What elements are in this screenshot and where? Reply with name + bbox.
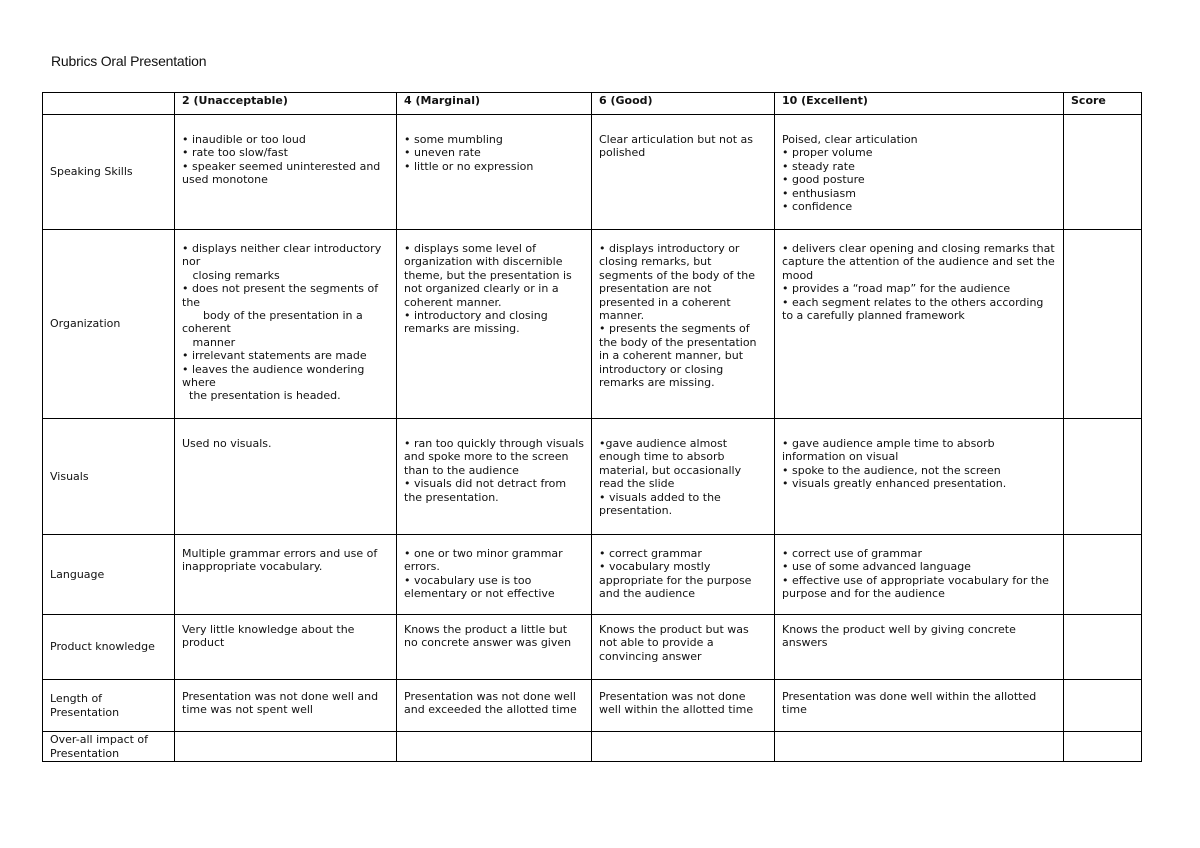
cell-text-line: Presentation was not done well within the allotted time <box>599 690 754 717</box>
table-row <box>43 732 1142 762</box>
rubric-cell-excellent <box>775 230 1064 419</box>
rubric-cell-marginal <box>397 615 592 680</box>
rubric-cell-good <box>592 680 775 732</box>
cell-text-line: Knows the product but was not able to provide a convincing answer <box>599 623 749 663</box>
rubric-cell-good <box>592 230 775 419</box>
cell-text-line: • presents the segments of the body of the presentation in a coherent manner, but introductory or closing remarks are missing. <box>599 322 757 390</box>
cell-text-line: • displays neither clear introductory nor <box>182 242 382 269</box>
header-score: Score <box>1064 93 1142 115</box>
cell-text-line: Presentation was not done well and exceeded the allotted time <box>404 690 577 717</box>
cell-text-line: • correct grammar <box>599 547 702 560</box>
cell-text-line: • enthusiasm <box>782 186 856 200</box>
cell-text-line: • proper volume <box>782 146 873 160</box>
cell-text-line: • uneven rate <box>404 146 481 160</box>
cell-text-line: • delivers clear opening and closing remarks that capture the attention of the audience and set the mood <box>782 242 1055 282</box>
cell-text-line: • introductory and closing remarks are missing. <box>404 309 548 336</box>
rubric-cell-good <box>592 732 775 762</box>
table-row <box>43 419 1142 535</box>
cell-text-line: • visuals added to the presentation. <box>599 490 721 518</box>
cell-text-line: manner <box>182 335 236 349</box>
criterion-label: Visuals <box>43 419 175 535</box>
cell-text-line: • gave audience ample time to absorb information on visual <box>782 437 995 464</box>
rubric-cell-marginal <box>397 535 592 615</box>
header-unacceptable: 2 (Unacceptable) <box>175 93 397 115</box>
score-cell[interactable] <box>1064 732 1142 762</box>
header-excellent: 10 (Excellent) <box>775 93 1064 115</box>
rubric-cell-marginal <box>397 732 592 762</box>
table-row <box>43 230 1142 419</box>
score-cell[interactable] <box>1064 535 1142 615</box>
header-blank-cell <box>43 93 175 115</box>
cell-text-line: Very little knowledge about the product <box>182 623 355 650</box>
cell-text-line: Clear articulation but not as polished <box>599 133 754 160</box>
rubric-cell-excellent <box>775 615 1064 680</box>
cell-text-line: • displays introductory or closing remarks, but segments of the body of the presentation are not presented in a coherent manner. <box>599 242 755 323</box>
rubric-cell-excellent <box>775 680 1064 732</box>
criterion-label: Product knowledge <box>43 615 175 680</box>
score-cell[interactable] <box>1064 680 1142 732</box>
cell-text-line: • ran too quickly through visuals and spoke more to the screen than to the audience <box>404 437 584 477</box>
cell-text-line: Knows the product well by giving concrete answers <box>782 623 1016 650</box>
cell-text-line: • displays some level of organization with discernible theme, but the presentation is not organized clearly or in a coherent manner. <box>404 242 572 309</box>
cell-text-line: the presentation is headed. <box>182 389 341 403</box>
rubric-cell-excellent <box>775 535 1064 615</box>
score-cell[interactable] <box>1064 115 1142 230</box>
table-row <box>43 680 1142 732</box>
table-row <box>43 535 1142 615</box>
rubric-cell-excellent <box>775 419 1064 535</box>
rubric-cell-unacceptable <box>175 230 397 419</box>
rubric-cell-unacceptable <box>175 115 397 230</box>
cell-text-line: • visuals did not detract from the presentation. <box>404 477 567 504</box>
rubric-cell-unacceptable <box>175 615 397 680</box>
rubric-cell-unacceptable <box>175 535 397 615</box>
score-cell[interactable] <box>1064 419 1142 535</box>
header-marginal: 4 (Marginal) <box>397 93 592 115</box>
header-row <box>43 93 1142 115</box>
rubric-cell-marginal <box>397 115 592 230</box>
rubric-cell-good <box>592 535 775 615</box>
score-cell[interactable] <box>1064 615 1142 680</box>
score-cell[interactable] <box>1064 230 1142 419</box>
criterion-label: Speaking Skills <box>43 115 175 230</box>
rubric-table <box>42 92 1142 762</box>
cell-text-line: Presentation was not done well and time was not spent well <box>182 690 379 717</box>
cell-text-line: Multiple grammar errors and use of inappropriate vocabulary. <box>182 547 378 574</box>
rubric-cell-unacceptable <box>175 732 397 762</box>
table-row <box>43 115 1142 230</box>
cell-text-line: • rate too slow/fast <box>182 146 288 160</box>
cell-text-line: • little or no expression <box>404 159 534 173</box>
cell-text-line: closing remarks <box>182 268 280 282</box>
rubric-cell-marginal <box>397 419 592 535</box>
cell-text-line: • inaudible or too loud <box>182 133 306 146</box>
rubric-cell-marginal <box>397 680 592 732</box>
cell-text-line: • provides a “road map” for the audience <box>782 282 1011 296</box>
cell-text-line: • irrelevant statements are made <box>182 349 367 363</box>
cell-text-line: • effective use of appropriate vocabulary for the purpose and for the audience <box>782 573 1049 601</box>
criterion-label: Over-all impact of Presentation <box>43 732 175 762</box>
rubric-cell-marginal <box>397 230 592 419</box>
cell-text-line: • confidence <box>782 200 853 214</box>
cell-text-line: • correct use of grammar <box>782 547 923 560</box>
cell-text-line: • some mumbling <box>404 133 503 146</box>
cell-text-line: Poised, clear articulation <box>782 133 918 146</box>
cell-text-line: • good posture <box>782 173 865 187</box>
header-good: 6 (Good) <box>592 93 775 115</box>
cell-text-line: • spoke to the audience, not the screen <box>782 463 1001 477</box>
cell-text-line: body of the presentation in a coherent <box>182 309 367 336</box>
criterion-label: Length of Presentation <box>43 680 175 732</box>
cell-text-line: • steady rate <box>782 159 855 173</box>
criterion-label: Organization <box>43 230 175 419</box>
cell-text-line: Used no visuals. <box>182 437 272 450</box>
rubric-cell-good <box>592 615 775 680</box>
table-row <box>43 615 1142 680</box>
criterion-label: Language <box>43 535 175 615</box>
cell-text-line: • visuals greatly enhanced presentation. <box>782 477 1007 491</box>
cell-text-line: • one or two minor grammar errors. <box>404 547 563 574</box>
cell-text-line: •gave audience almost enough time to absorb material, but occasionally read the slide <box>599 437 742 491</box>
cell-text-line: • vocabulary mostly appropriate for the purpose and the audience <box>599 560 752 601</box>
cell-text-line: • does not present the segments of the <box>182 282 379 309</box>
rubric-cell-good <box>592 419 775 535</box>
cell-text-line: Presentation was done well within the allotted time <box>782 690 1037 717</box>
rubric-cell-excellent <box>775 732 1064 762</box>
rubric-cell-unacceptable <box>175 419 397 535</box>
cell-text-line: • vocabulary use is too elementary or not effective <box>404 573 555 601</box>
rubric-cell-excellent <box>775 115 1064 230</box>
cell-text-line: • leaves the audience wondering where <box>182 362 365 390</box>
page-title: Rubrics Oral Presentation <box>51 53 207 69</box>
rubric-cell-good <box>592 115 775 230</box>
cell-text-line: Knows the product a little but no concrete answer was given <box>404 623 572 650</box>
rubric-cell-unacceptable <box>175 680 397 732</box>
cell-text-line: • use of some advanced language <box>782 560 971 574</box>
cell-text-line: • speaker seemed uninterested and used monotone <box>182 159 381 187</box>
cell-text-line: • each segment relates to the others according to a carefully planned framework <box>782 295 1044 323</box>
